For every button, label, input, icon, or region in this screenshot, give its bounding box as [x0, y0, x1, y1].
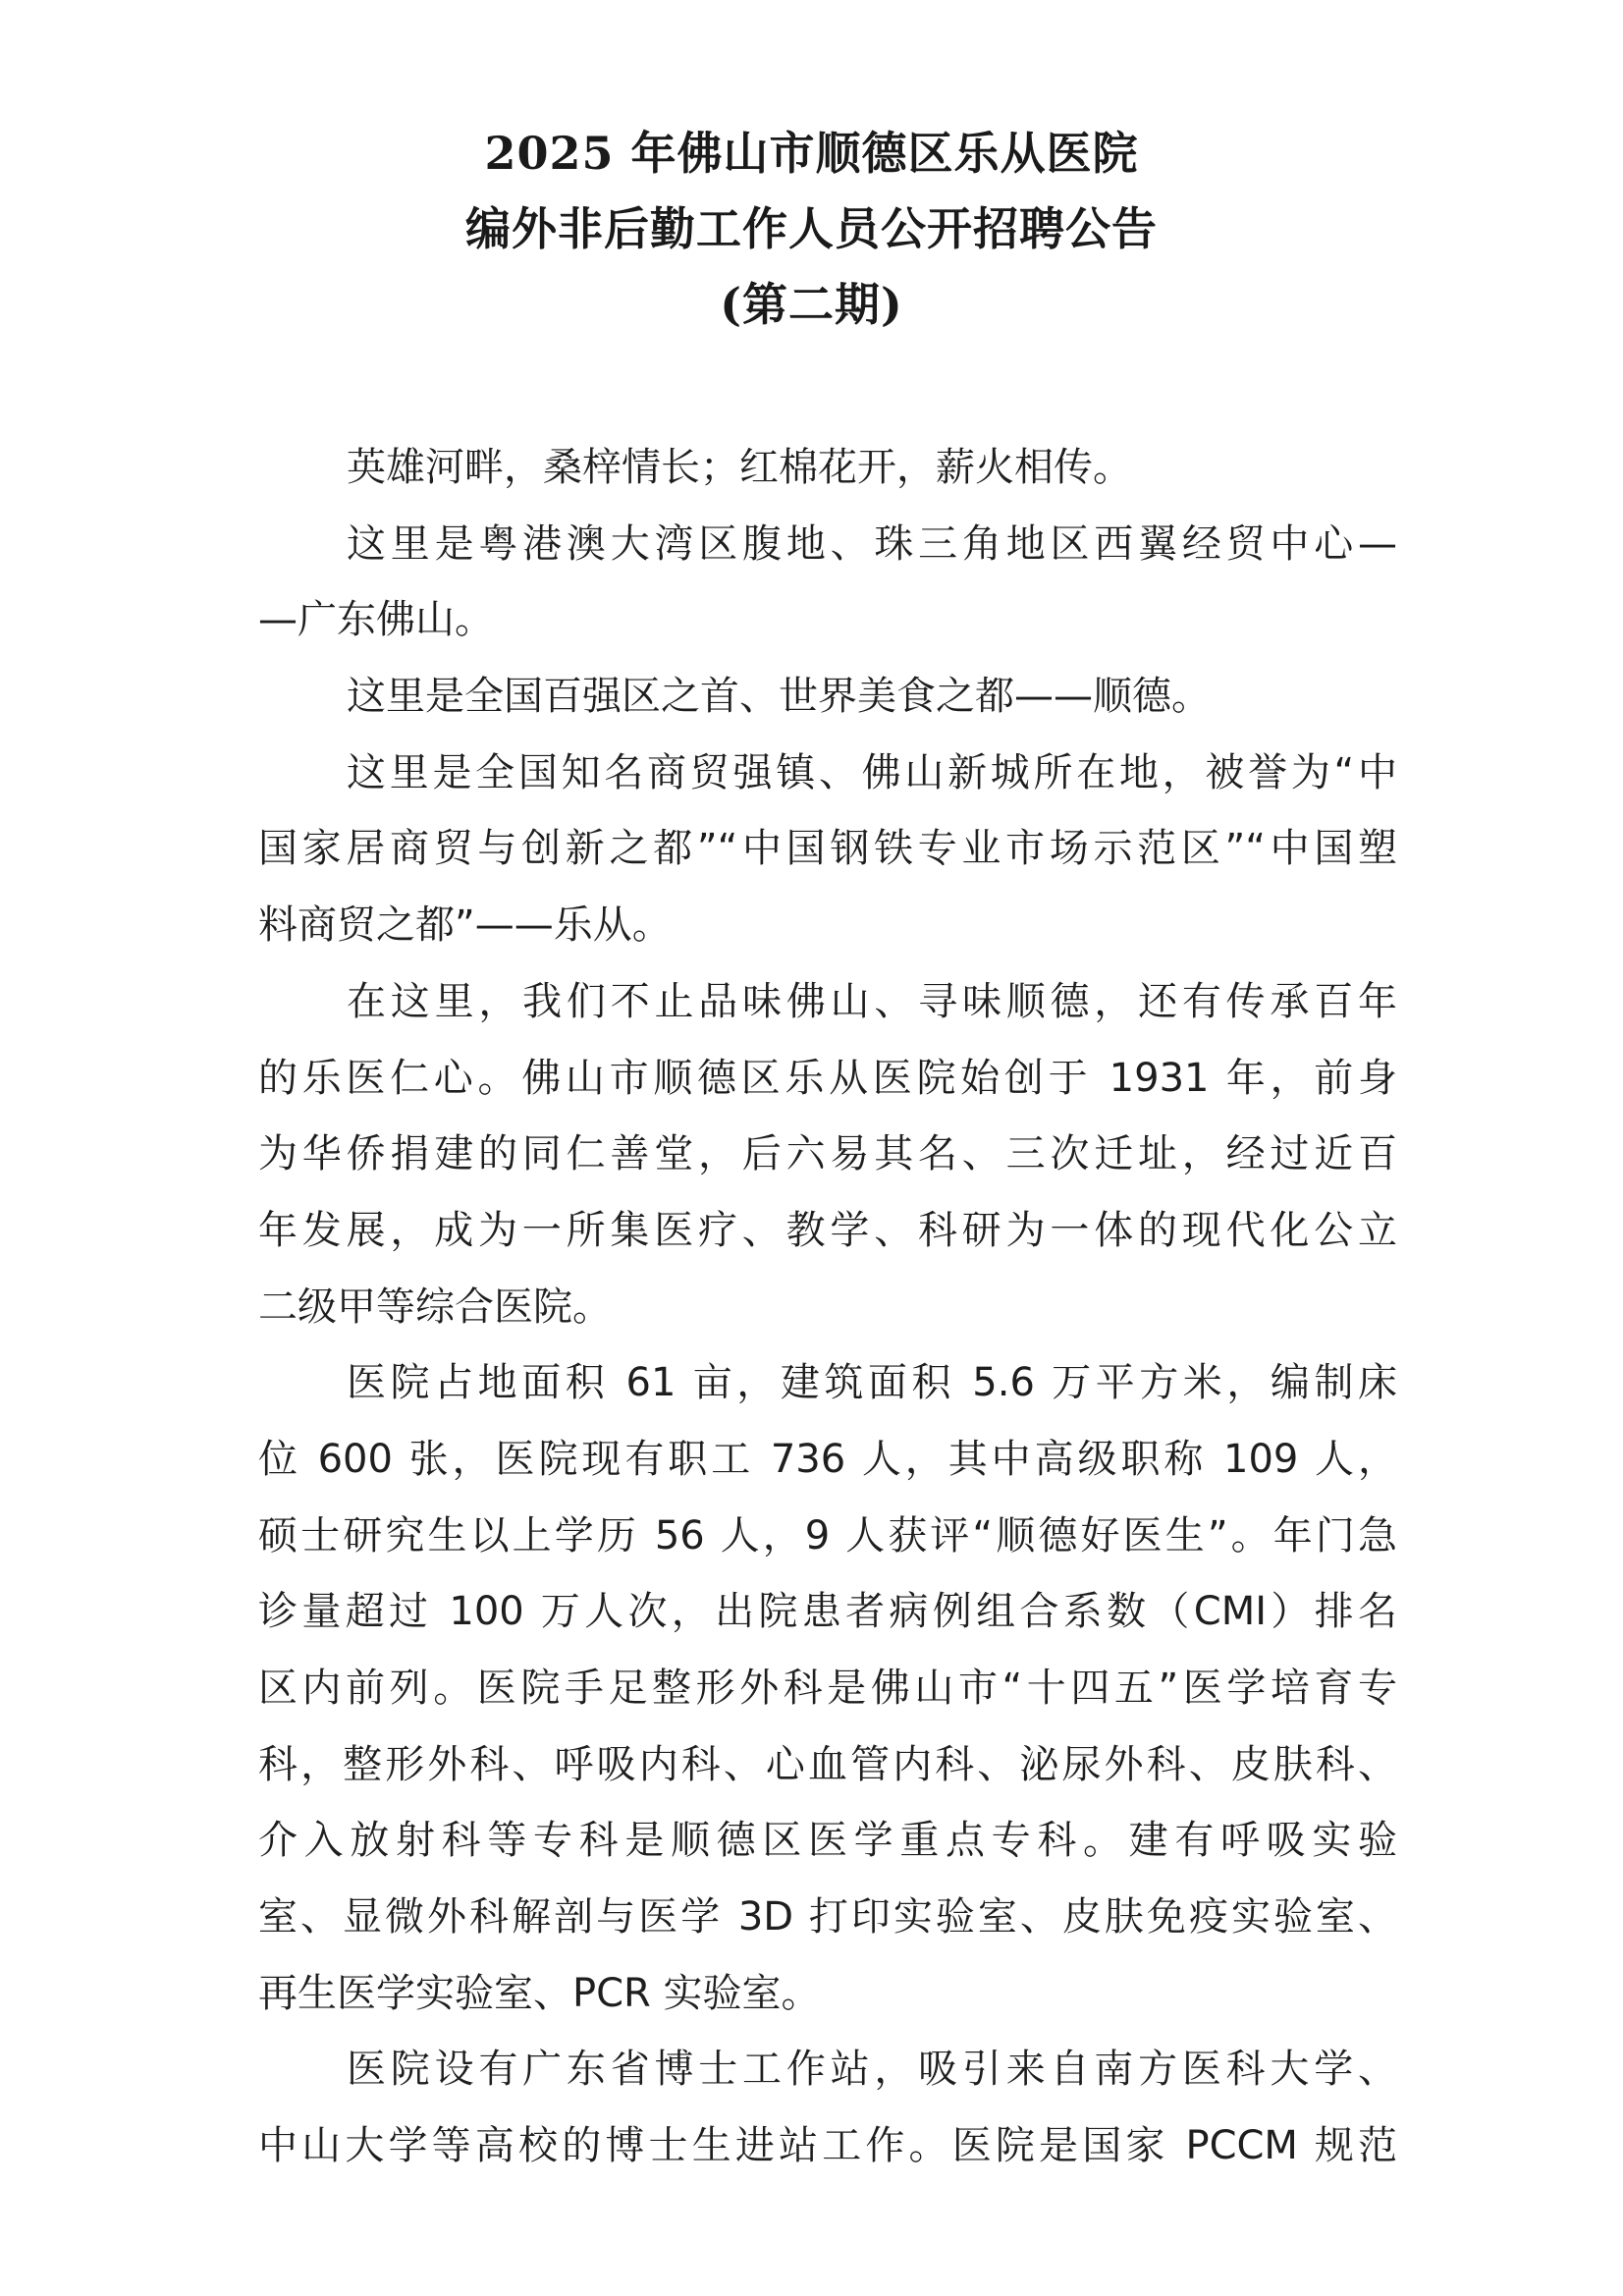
paragraph-line: 再生医学实验室、PCR 实验室。 [258, 1970, 821, 2016]
paragraph-line: 料商贸之都”——乐从。 [258, 902, 672, 949]
paragraph-line: 硕士研究生以上学历 56 人，9 人获评“顺德好医生”。年门急 [258, 1512, 1397, 1558]
paragraph-6 [258, 1345, 1397, 2032]
paragraph-line: 区内前列。医院手足整形外科是佛山市“十四五”医学培育专 [258, 1666, 1397, 1711]
document-body [258, 430, 1397, 2185]
paragraph-line: —广东佛山。 [258, 597, 494, 643]
paragraph-5 [258, 964, 1397, 1345]
paragraph-line: 这里是全国知名商贸强镇、佛山新城所在地，被誉为“中 [347, 749, 1397, 795]
paragraph-line: 科，整形外科、呼吸内科、心血管内科、泌尿外科、皮肤科、 [258, 1741, 1397, 1787]
paragraph-3 [258, 659, 1397, 736]
paragraph-line: 国家居商贸与创新之都”“中国钢铁专业市场示范区”“中国塑 [258, 826, 1397, 872]
paragraph-line: 这里是全国百强区之首、世界美食之都——顺德。 [347, 674, 1211, 720]
title-line-3: (第二期) [720, 278, 903, 331]
paragraph-line: 为华侨捐建的同仁善堂，后六易其名、三次迁址，经过近百 [258, 1131, 1397, 1177]
paragraph-7 [258, 2032, 1397, 2184]
paragraph-line: 的乐医仁心。佛山市顺德区乐从医院始创于 1931 年，前身 [258, 1055, 1397, 1101]
paragraph-line: 介入放射科等专科是顺德区医学重点专科。建有呼吸实验 [258, 1818, 1397, 1864]
paragraph-line: 二级甲等综合医院。 [258, 1284, 612, 1330]
document-title [0, 116, 1623, 343]
paragraph-line: 诊量超过 100 万人次，出院患者病例组合系数（CMI）排名 [258, 1589, 1397, 1635]
paragraph-line: 年发展，成为一所集医疗、教学、科研为一体的现代化公立 [258, 1207, 1397, 1253]
paragraph-1 [258, 430, 1397, 507]
paragraph-line: 医院设有广东省博士工作站，吸引来自南方医科大学、 [347, 2047, 1397, 2093]
paragraph-line: 这里是粤港澳大湾区腹地、珠三角地区西翼经贸中心— [347, 520, 1397, 567]
paragraph-line: 室、显微外科解剖与医学 3D 打印实验室、皮肤免疫实验室、 [258, 1894, 1397, 1941]
paragraph-4 [258, 736, 1397, 964]
paragraph-line: 中山大学等高校的博士生进站工作。医院是国家 PCCM 规范 [258, 2123, 1397, 2169]
paragraph-line: 英雄河畔，桑梓情长；红棉花开，薪火相传。 [347, 445, 1132, 490]
paragraph-line: 医院占地面积 61 亩，建筑面积 5.6 万平方米，编制床 [347, 1360, 1397, 1406]
title-line-1: 2025 年佛山市顺德区乐从医院 [484, 127, 1139, 180]
paragraph-line: 在这里，我们不止品味佛山、寻味顺德，还有传承百年 [347, 978, 1397, 1024]
paragraph-2 [258, 507, 1397, 659]
title-line-2: 编外非后勤工作人员公开招聘公告 [465, 202, 1158, 255]
paragraph-line: 位 600 张，医院现有职工 736 人，其中高级职称 109 人， [258, 1436, 1397, 1482]
